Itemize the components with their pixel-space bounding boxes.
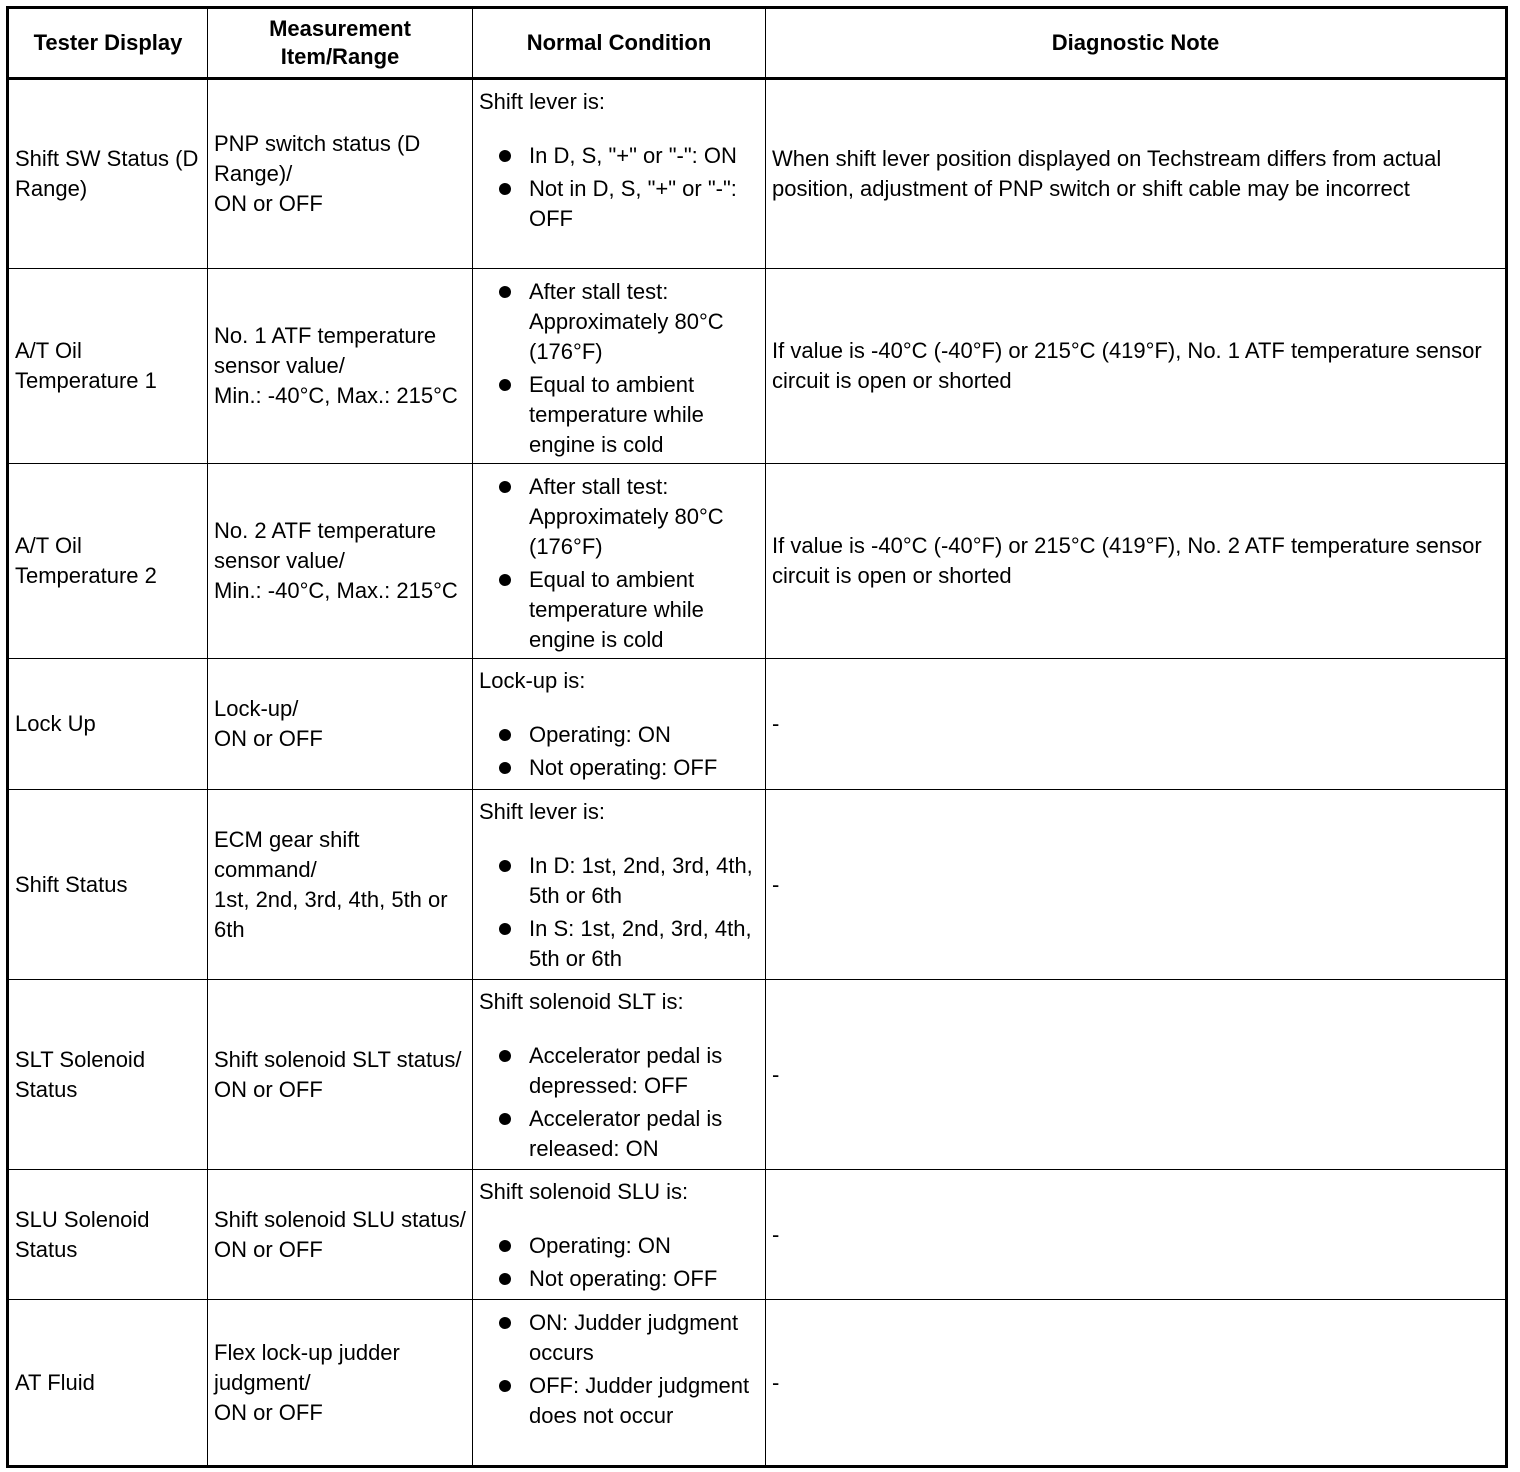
condition-text: Not operating: OFF bbox=[529, 755, 718, 780]
measurement-cell bbox=[208, 980, 473, 1170]
list-item bbox=[479, 472, 759, 562]
condition-list bbox=[479, 472, 759, 655]
measurement-line: Min.: -40°C, Max.: 215°C bbox=[214, 383, 458, 408]
tester-display-cell: A/T Oil Temperature 2 bbox=[8, 464, 208, 659]
measurement-cell bbox=[208, 464, 473, 659]
condition-intro: Shift lever is: bbox=[479, 89, 605, 114]
list-item bbox=[479, 1104, 759, 1164]
measurement-line: ON or OFF bbox=[214, 1399, 323, 1425]
bullet-icon bbox=[499, 1240, 511, 1252]
bullet-icon bbox=[499, 729, 511, 741]
measurement-cell bbox=[208, 1300, 473, 1467]
bullet-icon bbox=[499, 150, 511, 162]
measurement-cell bbox=[208, 1170, 473, 1300]
normal-condition-cell bbox=[473, 1170, 766, 1300]
measurement-line: Shift solenoid SLU status/ bbox=[214, 1206, 466, 1232]
table-row bbox=[8, 79, 1507, 269]
bullet-icon bbox=[499, 379, 511, 391]
normal-condition-cell bbox=[473, 980, 766, 1170]
condition-text: Operating: ON bbox=[529, 1233, 671, 1258]
list-item bbox=[479, 370, 759, 460]
tester-display-cell: SLU Solenoid Status bbox=[8, 1170, 208, 1300]
condition-text: Not in D, S, "+" or "-": OFF bbox=[529, 176, 737, 231]
bullet-icon bbox=[499, 1273, 511, 1285]
normal-condition-cell bbox=[473, 269, 766, 464]
measurement-line: Lock-up/ bbox=[214, 696, 299, 721]
diagnostic-note-cell: - bbox=[766, 659, 1507, 790]
condition-text: In D: 1st, 2nd, 3rd, 4th, 5th or 6th bbox=[529, 853, 753, 908]
table-row bbox=[8, 269, 1507, 464]
condition-list bbox=[479, 1231, 759, 1294]
normal-condition-cell bbox=[473, 659, 766, 790]
list-item bbox=[479, 1308, 759, 1368]
bullet-icon bbox=[499, 286, 511, 298]
measurement-line: No. 2 ATF temperature sensor value/ bbox=[214, 518, 437, 573]
condition-text: Equal to ambient temperature while engine is cold bbox=[529, 372, 704, 457]
tester-display-cell: AT Fluid bbox=[8, 1300, 208, 1467]
diagnostic-note-cell: - bbox=[766, 980, 1507, 1170]
measurement-line: Flex lock-up judder judgment/ bbox=[214, 1339, 400, 1395]
bullet-icon bbox=[499, 1113, 511, 1125]
list-item bbox=[479, 1371, 759, 1431]
condition-intro: Shift solenoid SLU is: bbox=[479, 1179, 689, 1204]
condition-intro: Shift lever is: bbox=[479, 799, 605, 824]
measurement-line: PNP switch status (D Range)/ bbox=[214, 131, 421, 186]
measurement-line: ON or OFF bbox=[214, 191, 323, 216]
condition-text: Equal to ambient temperature while engine is cold bbox=[529, 567, 704, 652]
table-row bbox=[8, 659, 1507, 790]
condition-text: Operating: ON bbox=[529, 722, 671, 747]
header-diagnostic-note: Diagnostic Note bbox=[766, 8, 1507, 79]
measurement-cell bbox=[208, 269, 473, 464]
condition-list bbox=[479, 141, 759, 234]
normal-condition-cell bbox=[473, 79, 766, 269]
list-item bbox=[479, 914, 759, 974]
measurement-line: 1st, 2nd, 3rd, 4th, 5th or 6th bbox=[214, 886, 448, 942]
list-item bbox=[479, 174, 759, 234]
condition-text: Accelerator pedal is released: ON bbox=[529, 1106, 723, 1161]
bullet-icon bbox=[499, 860, 511, 872]
diagnostic-note-cell: - bbox=[766, 790, 1507, 980]
condition-list bbox=[479, 1308, 759, 1431]
measurement-cell bbox=[208, 659, 473, 790]
header-tester-display: Tester Display bbox=[8, 8, 208, 79]
condition-text: OFF: Judder judgment does not occur bbox=[529, 1373, 750, 1428]
condition-list bbox=[479, 1041, 759, 1164]
condition-text: In S: 1st, 2nd, 3rd, 4th, 5th or 6th bbox=[529, 916, 752, 971]
tester-display-cell: Lock Up bbox=[8, 659, 208, 790]
bullet-icon bbox=[499, 574, 511, 586]
list-item bbox=[479, 753, 759, 783]
list-item bbox=[479, 1264, 759, 1294]
condition-text: ON: Judder judgment occurs bbox=[529, 1310, 739, 1365]
table-body bbox=[8, 79, 1507, 1467]
list-item bbox=[479, 277, 759, 367]
condition-list bbox=[479, 277, 759, 460]
header-row bbox=[8, 8, 1507, 79]
condition-list bbox=[479, 851, 759, 974]
tester-display-cell: Shift Status bbox=[8, 790, 208, 980]
table-row bbox=[8, 1170, 1507, 1300]
measurement-line: ON or OFF bbox=[214, 1236, 323, 1262]
list-item bbox=[479, 565, 759, 655]
bullet-icon bbox=[499, 1380, 511, 1392]
bullet-icon bbox=[499, 1317, 511, 1329]
header-measurement: Measurement Item/Range bbox=[208, 8, 473, 79]
condition-intro: Shift solenoid SLT is: bbox=[479, 989, 684, 1014]
diagnostic-note-cell: When shift lever position displayed on Techstream differs from actual position, adjustment of PNP switch or shift cable may be incorrect bbox=[766, 79, 1507, 269]
table-row bbox=[8, 464, 1507, 659]
data-list-table bbox=[6, 6, 1508, 1468]
tester-display-cell: Shift SW Status (D Range) bbox=[8, 79, 208, 269]
bullet-icon bbox=[499, 923, 511, 935]
list-item bbox=[479, 851, 759, 911]
diagnostic-note-cell: If value is -40°C (-40°F) or 215°C (419°F), No. 2 ATF temperature sensor circuit is open or shorted bbox=[766, 464, 1507, 659]
bullet-icon bbox=[499, 762, 511, 774]
bullet-icon bbox=[499, 481, 511, 493]
diagnostic-note-cell: - bbox=[766, 1170, 1507, 1300]
measurement-line: Shift solenoid SLT status/ bbox=[214, 1046, 462, 1072]
header-normal-condition: Normal Condition bbox=[473, 8, 766, 79]
condition-list bbox=[479, 720, 759, 783]
condition-text: Not operating: OFF bbox=[529, 1266, 718, 1291]
bullet-icon bbox=[499, 1050, 511, 1062]
measurement-line: Min.: -40°C, Max.: 215°C bbox=[214, 578, 458, 603]
diagnostic-note-cell: If value is -40°C (-40°F) or 215°C (419°F), No. 1 ATF temperature sensor circuit is open or shorted bbox=[766, 269, 1507, 464]
condition-text: In D, S, "+" or "-": ON bbox=[529, 143, 737, 168]
list-item bbox=[479, 141, 759, 171]
list-item bbox=[479, 1041, 759, 1101]
tester-display-cell: A/T Oil Temperature 1 bbox=[8, 269, 208, 464]
list-item bbox=[479, 1231, 759, 1261]
condition-text: After stall test: Approximately 80°C (176°F) bbox=[529, 279, 724, 364]
measurement-line: No. 1 ATF temperature sensor value/ bbox=[214, 323, 437, 378]
measurement-cell bbox=[208, 790, 473, 980]
normal-condition-cell bbox=[473, 464, 766, 659]
diagnostic-note-cell: - bbox=[766, 1300, 1507, 1467]
measurement-cell bbox=[208, 79, 473, 269]
tester-display-cell: SLT Solenoid Status bbox=[8, 980, 208, 1170]
bullet-icon bbox=[499, 183, 511, 195]
condition-intro: Lock-up is: bbox=[479, 668, 586, 693]
normal-condition-cell bbox=[473, 790, 766, 980]
table-row bbox=[8, 980, 1507, 1170]
condition-text: After stall test: Approximately 80°C (176°F) bbox=[529, 474, 724, 559]
measurement-line: ECM gear shift command/ bbox=[214, 826, 360, 882]
measurement-line: ON or OFF bbox=[214, 726, 323, 751]
measurement-line: ON or OFF bbox=[214, 1076, 323, 1102]
list-item bbox=[479, 720, 759, 750]
table-row bbox=[8, 1300, 1507, 1467]
table-row bbox=[8, 790, 1507, 980]
condition-text: Accelerator pedal is depressed: OFF bbox=[529, 1043, 723, 1098]
normal-condition-cell bbox=[473, 1300, 766, 1467]
